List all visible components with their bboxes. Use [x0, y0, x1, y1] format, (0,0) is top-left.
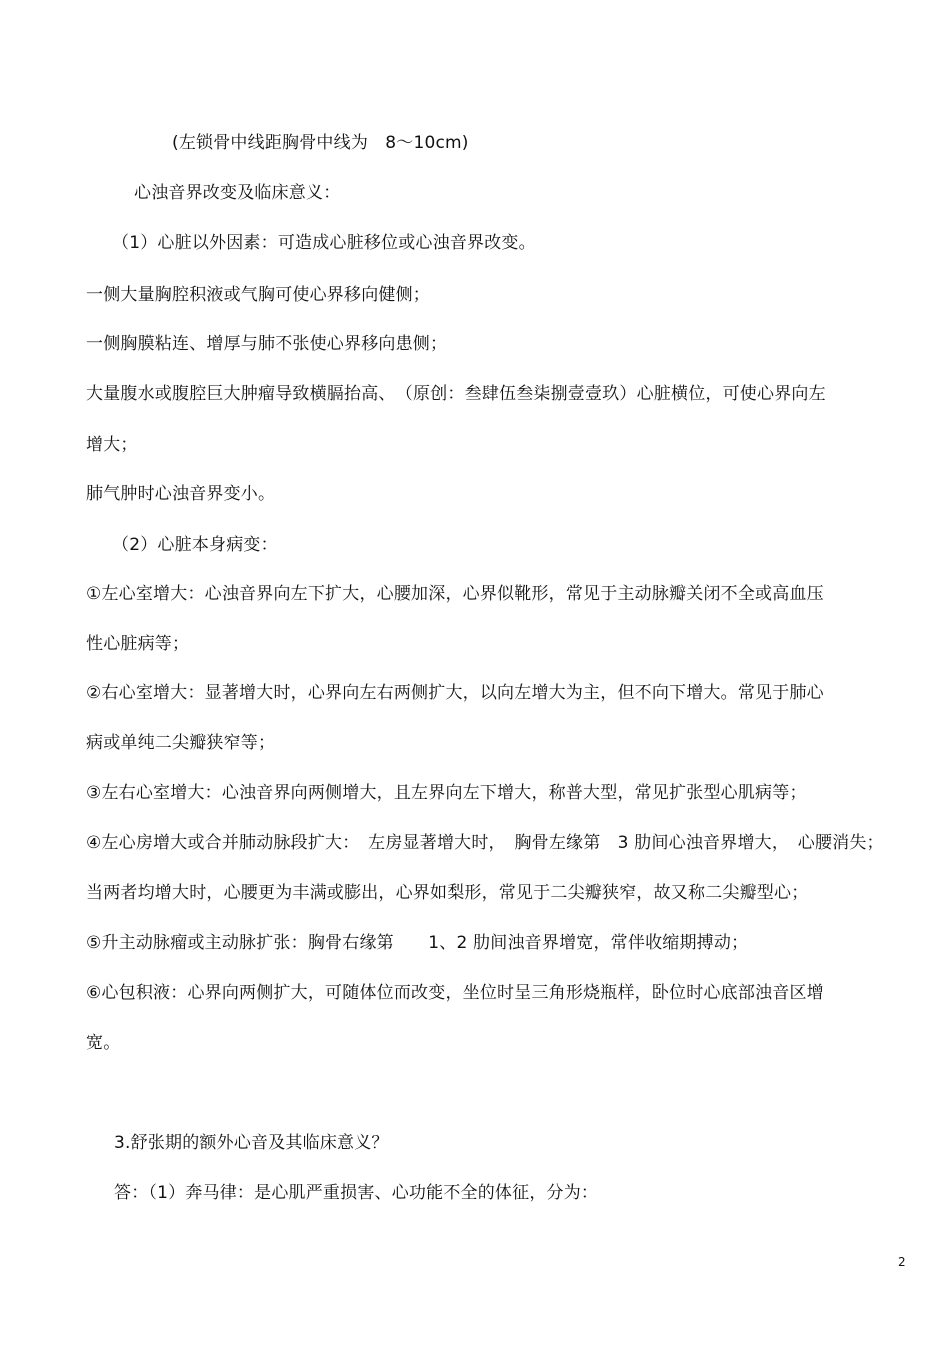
text-line: 病或单纯二尖瓣狭窄等； — [86, 733, 276, 753]
section-heading: 3.舒张期的额外心音及其临床意义？ — [114, 1133, 389, 1153]
text-line: 大量腹水或腹腔巨大肿瘤导致横膈抬高、 （原创：叁肆伍叁柒捌壹壹玖）心脏横位，可使心界向左 — [86, 384, 826, 404]
text-line: ③左右心室增大：心浊音界向两侧增大，且左界向左下增大，称普大型，常见扩张型心肌病等； — [86, 783, 807, 803]
text-line: ⑥心包积液：心界向两侧扩大，可随体位而改变，坐位时呈三角形烧瓶样，卧位时心底部浊音区增 — [86, 983, 824, 1003]
text-line: ①左心室增大：心浊音界向左下扩大，心腰加深，心界似靴形，常见于主动脉瓣关闭不全或高血压 — [86, 584, 824, 604]
text-line: (左锁骨中线距胸骨中线为 8～10cm) — [172, 133, 469, 153]
text-line: ⑤升主动脉瘤或主动脉扩张：胸骨右缘第 1、2 肋间浊音界增宽，常伴收缩期搏动； — [86, 933, 749, 953]
text-line: ②右心室增大：显著增大时，心界向左右两侧扩大，以向左增大为主，但不向下增大。常见于肺心 — [86, 683, 824, 703]
text-line: 心浊音界改变及临床意义： — [134, 183, 341, 203]
text-line: ④左心房增大或合并肺动脉段扩大： 左房显著增大时， 胸骨左缘第 3 肋间心浊音界增大， 心腰消失； — [86, 833, 884, 853]
text-line: 一侧胸膜粘连、增厚与肺不张使心界移向患侧； — [86, 334, 448, 354]
text-line: （1）心脏以外因素：可造成心脏移位或心浊音界改变。 — [112, 233, 536, 253]
text-line: 答：（1）奔马律：是心肌严重损害、心功能不全的体征，分为： — [114, 1183, 599, 1203]
text-line: 当两者均增大时，心腰更为丰满或膨出，心界如梨形，常见于二尖瓣狭窄，故又称二尖瓣型心； — [86, 883, 809, 903]
page-number: 2 — [898, 1255, 906, 1269]
text-line: 肺气肿时心浊音界变小。 — [86, 484, 276, 504]
text-line: 一侧大量胸腔积液或气胸可使心界移向健侧； — [86, 285, 430, 305]
text-line: 性心脏病等； — [86, 634, 190, 654]
text-line: 增大； — [86, 435, 138, 455]
text-line: （2）心脏本身病变： — [112, 535, 278, 555]
text-line: 宽。 — [86, 1033, 121, 1053]
